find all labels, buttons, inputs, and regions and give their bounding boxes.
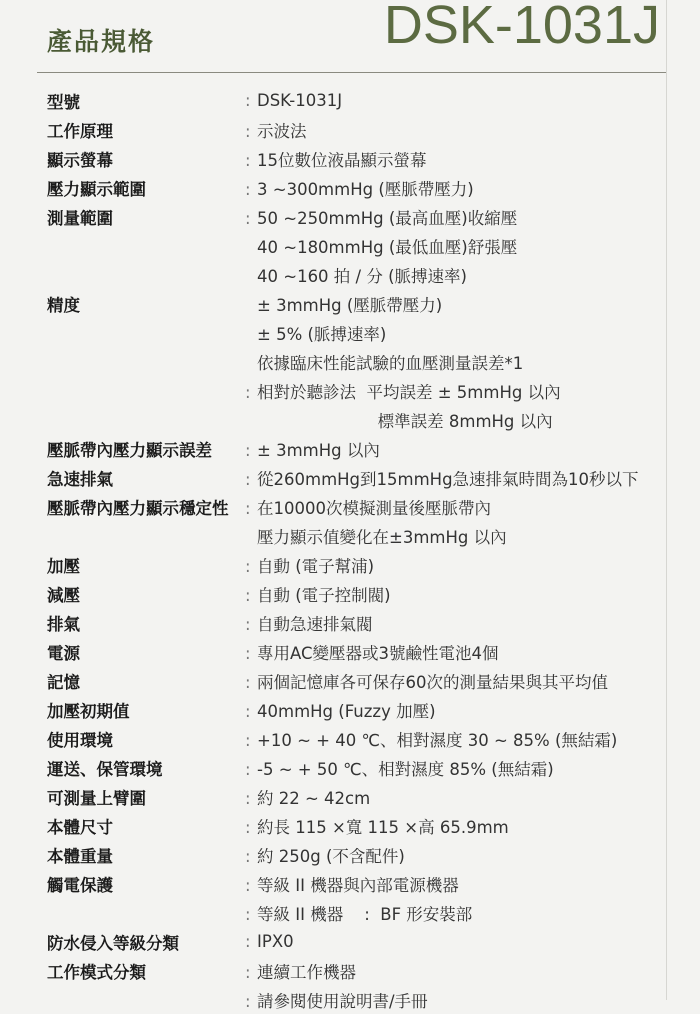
spec-label: 排氣 [47, 614, 80, 634]
spec-value: 自動 (電子幫浦) [257, 556, 375, 576]
spec-colon: : [245, 846, 251, 866]
spec-label: 減壓 [47, 585, 80, 605]
spec-row [47, 202, 667, 231]
spec-value: 3 ~300mmHg (壓脈帶壓力) [257, 179, 474, 199]
spec-colon: : [245, 382, 251, 402]
spec-value: 專用AC變壓器或3號鹼性電池4個 [257, 643, 499, 663]
spec-colon: : [245, 91, 251, 110]
spec-value-cell [245, 932, 667, 951]
spec-value-cell [245, 872, 667, 896]
spec-row [47, 463, 667, 492]
spec-value-cell [245, 292, 667, 316]
spec-label: 可測量上臂圍 [47, 788, 146, 808]
spec-header [0, 0, 700, 75]
spec-colon: : [245, 440, 251, 460]
spec-row [47, 231, 667, 260]
spec-value-cell [245, 91, 667, 110]
spec-colon: : [245, 150, 251, 170]
spec-table [47, 86, 667, 1014]
spec-colon: : [245, 991, 251, 1011]
spec-value-cell [245, 379, 667, 403]
spec-value-cell [245, 147, 667, 171]
spec-value: -5 ~ + 50 ℃、相對濕度 85% (無結霜) [257, 759, 554, 779]
spec-colon: : [245, 614, 251, 634]
spec-value: 40mmHg (Fuzzy 加壓) [257, 701, 436, 721]
spec-row [47, 898, 667, 927]
spec-label: 觸電保護 [47, 875, 113, 895]
spec-value-cell [245, 466, 667, 490]
spec-value: 等級 II 機器 : BF 形安裝部 [257, 904, 473, 924]
spec-value: 從260mmHg到15mmHg急速排氣時間為10秒以下 [257, 469, 639, 489]
spec-colon: : [245, 498, 251, 518]
spec-row [47, 724, 667, 753]
spec-label: 壓脈帶內壓力顯示誤差 [47, 440, 212, 460]
spec-label: 壓力顯示範圍 [47, 179, 146, 199]
spec-value: 自動急速排氣閥 [257, 614, 373, 634]
spec-value-cell [245, 321, 667, 345]
spec-value-cell [245, 495, 667, 519]
spec-value-cell [245, 669, 667, 693]
spec-label: 電源 [47, 643, 80, 663]
spec-label: 加壓初期值 [47, 701, 130, 721]
spec-value: 約 22 ~ 42cm [257, 788, 371, 808]
spec-row [47, 376, 667, 405]
spec-colon: : [245, 469, 251, 489]
spec-value-cell [245, 437, 667, 461]
spec-value: 自動 (電子控制閥) [257, 585, 391, 605]
spec-value-cell [245, 118, 667, 142]
spec-value: 約長 115 ×寬 115 ×高 65.9mm [257, 817, 509, 837]
spec-row [47, 811, 667, 840]
spec-value: IPX0 [257, 932, 294, 951]
spec-label: 工作模式分類 [47, 962, 146, 982]
spec-value-cell [245, 814, 667, 838]
spec-row [47, 666, 667, 695]
spec-value: +10 ~ + 40 ℃、相對濕度 30 ~ 85% (無結霜) [257, 730, 618, 750]
spec-value: 40 ~160 拍 / 分 (脈搏速率) [257, 266, 467, 286]
spec-value: ± 3mmHg (壓脈帶壓力) [257, 295, 443, 315]
spec-value-cell [245, 205, 667, 229]
spec-value: 約 250g (不含配件) [257, 846, 405, 866]
header-divider [37, 72, 666, 73]
spec-row [47, 86, 667, 115]
spec-value: ± 3mmHg 以內 [257, 440, 380, 460]
spec-label: 顯示螢幕 [47, 150, 113, 170]
spec-colon: : [245, 759, 251, 779]
spec-value-cell [245, 176, 667, 200]
spec-colon: : [245, 672, 251, 692]
spec-value-cell [245, 524, 667, 548]
spec-value-cell [245, 843, 667, 867]
spec-row [47, 956, 667, 985]
spec-row [47, 260, 667, 289]
spec-colon: : [245, 904, 251, 924]
spec-value-cell [245, 408, 667, 432]
spec-value-cell [245, 350, 667, 374]
spec-value-cell [245, 727, 667, 751]
spec-value: 示波法 [257, 121, 307, 141]
spec-row [47, 521, 667, 550]
spec-label: 型號 [47, 92, 80, 112]
spec-value: 標準誤差 8mmHg 以內 [257, 411, 553, 431]
spec-label: 精度 [47, 295, 80, 315]
spec-value-cell [245, 756, 667, 780]
spec-value: 50 ~250mmHg (最高血壓)收縮壓 [257, 208, 518, 228]
spec-label: 壓脈帶內壓力顯示穩定性 [47, 498, 229, 518]
spec-row [47, 869, 667, 898]
spec-label: 防水侵入等級分類 [47, 933, 179, 953]
spec-colon: : [245, 788, 251, 808]
spec-value-cell [245, 785, 667, 809]
spec-value-cell [245, 959, 667, 983]
spec-value-cell [245, 698, 667, 722]
spec-row [47, 840, 667, 869]
spec-row [47, 144, 667, 173]
spec-value: 在10000次模擬測量後壓脈帶內 [257, 498, 491, 518]
spec-label: 本體重量 [47, 846, 113, 866]
spec-value-cell [245, 234, 667, 258]
spec-value: 40 ~180mmHg (最低血壓)舒張壓 [257, 237, 518, 257]
spec-row [47, 318, 667, 347]
spec-value: 相對於聽診法 平均誤差 ± 5mmHg 以內 [257, 382, 561, 402]
spec-row [47, 695, 667, 724]
spec-value: ± 5% (脈搏速率) [257, 324, 387, 344]
spec-colon: : [245, 179, 251, 199]
spec-colon: : [245, 817, 251, 837]
spec-row [47, 173, 667, 202]
spec-row [47, 115, 667, 144]
spec-row [47, 347, 667, 376]
spec-row [47, 434, 667, 463]
spec-colon: : [245, 121, 251, 141]
spec-value: 依據臨床性能試驗的血壓測量誤差*1 [257, 353, 524, 373]
spec-row [47, 289, 667, 318]
spec-value: 連續工作機器 [257, 962, 356, 982]
spec-colon: : [245, 643, 251, 663]
spec-colon: : [245, 875, 251, 895]
spec-label: 加壓 [47, 556, 80, 576]
spec-label: 急速排氣 [47, 469, 113, 489]
spec-value-cell [245, 640, 667, 664]
spec-value: 等級 II 機器與內部電源機器 [257, 875, 459, 895]
page-title: 產品規格 [47, 27, 156, 56]
spec-label: 記憶 [47, 672, 80, 692]
spec-colon: : [245, 208, 251, 228]
spec-value: 15位數位液晶顯示螢幕 [257, 150, 427, 170]
spec-value: 兩個記憶庫各可保存60次的測量結果與其平均值 [257, 672, 608, 692]
spec-label: 本體尺寸 [47, 817, 113, 837]
spec-label: 使用環境 [47, 730, 113, 750]
spec-row [47, 637, 667, 666]
spec-colon: : [245, 701, 251, 721]
spec-value-cell [245, 901, 667, 925]
spec-colon: : [245, 932, 251, 951]
spec-value-cell [245, 582, 667, 606]
spec-value: 壓力顯示值變化在±3mmHg 以內 [257, 527, 507, 547]
spec-colon: : [245, 962, 251, 982]
spec-row [47, 608, 667, 637]
spec-row [47, 579, 667, 608]
spec-value-cell [245, 611, 667, 635]
model-name-heading: DSK-1031J [383, 0, 660, 55]
spec-row [47, 492, 667, 521]
spec-value: DSK-1031J [257, 91, 343, 110]
spec-value-cell [245, 263, 667, 287]
spec-value-cell [245, 553, 667, 577]
spec-row [47, 927, 667, 956]
spec-colon: : [245, 556, 251, 576]
spec-colon: : [245, 585, 251, 605]
spec-value: 請參閱使用說明書/手冊 [257, 991, 428, 1011]
spec-row [47, 550, 667, 579]
spec-row [47, 782, 667, 811]
spec-label: 運送、保管環境 [47, 759, 163, 779]
spec-label: 工作原理 [47, 121, 113, 141]
spec-row [47, 753, 667, 782]
spec-colon: : [245, 730, 251, 750]
spec-row [47, 405, 667, 434]
spec-label: 測量範圍 [47, 208, 113, 228]
